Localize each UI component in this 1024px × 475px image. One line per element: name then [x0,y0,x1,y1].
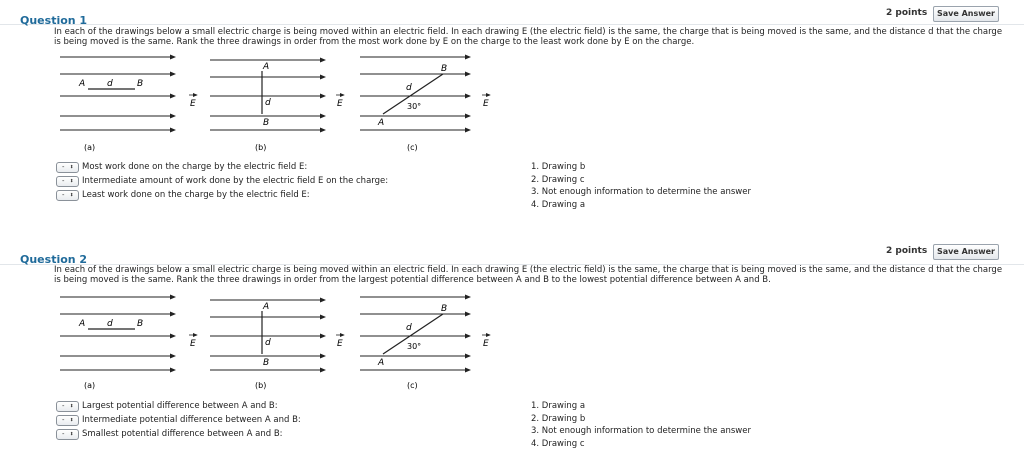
label-a: A [378,358,385,368]
label-e: E [483,339,489,349]
electric-field-diagram [55,294,515,398]
answer-option: 4. Drawing c [531,438,585,449]
rank-label: Least work done on the charge by the electric field E: [82,190,310,200]
label-d: d [107,319,113,329]
drawing-c [360,57,490,152]
rank-select[interactable]: - ⬍ [56,190,79,201]
rank-row [56,162,307,173]
save-answer-button[interactable]: Save Answer [933,244,999,260]
label-d: d [107,79,113,89]
label-a: A [378,118,385,128]
rank-select[interactable]: - ⬍ [56,415,79,426]
question-1 [0,0,1024,236]
drawing-b [210,300,344,390]
label-e: E [190,339,196,349]
answer-option: 2. Drawing c [531,174,585,185]
label-b: B [137,79,144,89]
question-2 [0,238,1024,475]
label-e: E [337,339,343,349]
answer-options [531,161,751,211]
question-prompt: In each of the drawings below a small electric charge is being moved within an electric field. In each drawing E (the electric field) is the same, the charge that is being moved is the same, and the distance d that the charge is being moved is the same. Rank the three drawings in order from the most work done by E on the charge to the least work done by E on the charge. [54,27,1003,47]
rank-row [56,176,388,187]
answer-option: 4. Drawing a [531,199,586,210]
angle-label: 30° [407,342,422,351]
electric-field-diagram [55,54,515,158]
question-header [0,0,1024,25]
caption-a: (a) [84,381,96,390]
answer-options [531,400,751,450]
label-a: A [79,79,86,89]
save-answer-button[interactable]: Save Answer [933,6,999,22]
question-title: Question 2 [20,253,88,266]
drawing-b [210,60,344,152]
rank-select[interactable]: - ⬍ [56,429,79,440]
label-e: E [337,99,343,109]
rank-label: Most work done on the charge by the electric field E: [82,162,308,172]
rank-row [56,415,301,426]
drawing-a [60,297,197,390]
caption-a: (a) [84,143,96,152]
question-header [0,240,1024,265]
drawing-c [360,297,490,390]
rank-row [56,190,310,201]
label-d: d [265,338,271,348]
rank-label: Intermediate potential difference between A and B: [82,415,301,425]
answer-option: 3. Not enough information to determine the answer [531,187,751,197]
label-a: A [263,62,270,72]
rank-select[interactable]: - ⬍ [56,401,79,412]
points-label: 2 points [886,246,928,256]
label-b: B [441,64,448,74]
label-a: A [263,302,270,312]
rank-row [56,401,278,412]
points-label: 2 points [886,8,928,18]
label-d: d [406,83,412,93]
label-b: B [263,118,270,128]
label-a: A [79,319,86,329]
caption-c: (c) [407,143,418,152]
angle-label: 30° [407,102,422,111]
rank-label: Intermediate amount of work done by the electric field E on the charge: [82,176,389,186]
caption-c: (c) [407,381,418,390]
answer-option: 1. Drawing a [531,401,586,411]
question-title: Question 1 [20,14,88,27]
rank-row [56,429,283,440]
label-d: d [265,98,271,108]
rank-label: Largest potential difference between A and B: [82,401,278,411]
label-b: B [137,319,144,329]
answer-option: 3. Not enough information to determine the answer [531,426,751,436]
rank-label: Smallest potential difference between A and B: [82,429,283,439]
label-b: B [441,304,448,314]
rank-select[interactable]: - ⬍ [56,162,79,173]
answer-option: 2. Drawing b [531,413,586,424]
label-d: d [406,323,412,333]
caption-b: (b) [255,143,267,152]
drawing-a [60,57,197,152]
label-e: E [483,99,489,109]
caption-b: (b) [255,381,267,390]
answer-option: 1. Drawing b [531,162,586,172]
label-b: B [263,358,270,368]
question-prompt: In each of the drawings below a small electric charge is being moved within an electric field. In each drawing E (the electric field) is the same, the charge that is being moved is the same, and the distance d that the charge is being moved is the same. Rank the three drawings in order from the largest potential difference between A and B to the lowest potential difference between A and B. [54,265,1003,285]
label-e: E [190,99,196,109]
rank-select[interactable]: - ⬍ [56,176,79,187]
